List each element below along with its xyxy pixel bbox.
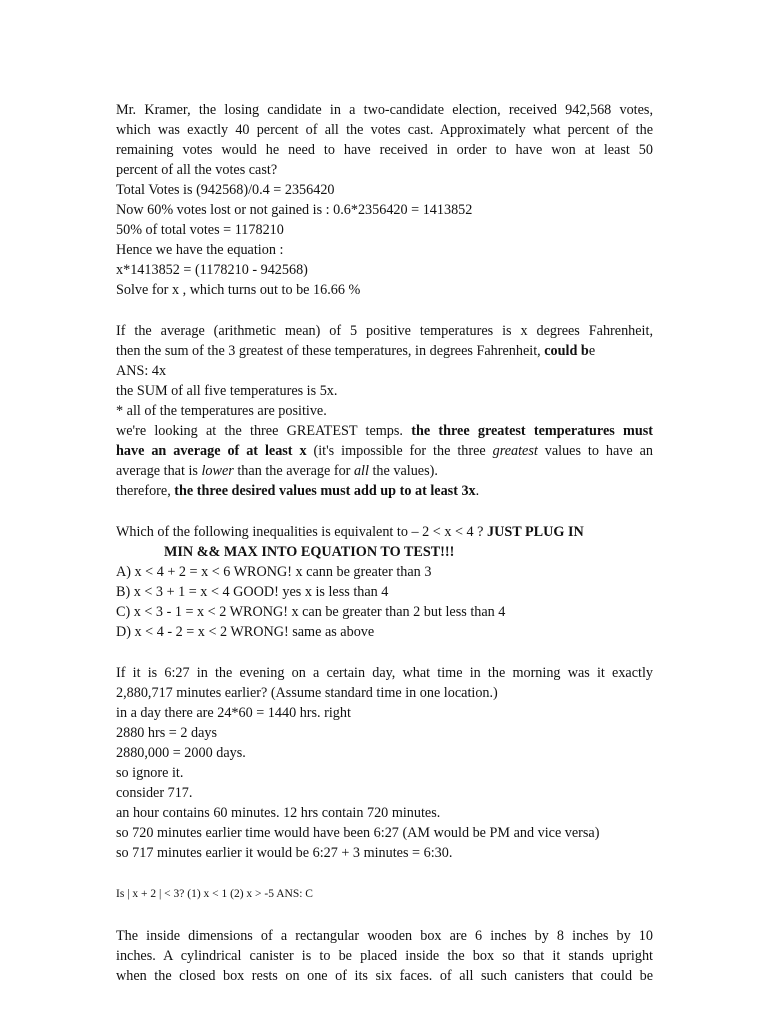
temps-note-italic: lower [201, 463, 234, 479]
kramer-solution-line-5: x*1413852 = (1178210 - 942568) [116, 262, 308, 278]
ineq-option-c: C) x < 3 - 1 = x < 2 WRONG! x can be greater than 2 but less than 4 [116, 604, 506, 620]
ineq-option-d: D) x < 4 - 2 = x < 2 WRONG! same as above [116, 624, 375, 640]
kramer-solution-line-6: Solve for x , which turns out to be 16.66 % [116, 282, 361, 298]
time-note-line-1: in a day there are 24*60 = 1440 hrs. right [116, 705, 351, 721]
time-note-line-5: consider 717. [116, 785, 193, 801]
temps-note-text: (it's impossible for the three [306, 443, 493, 459]
kramer-question-line-1: Mr. Kramer, the losing candidate in a two-candidate election, received 942,568 votes, [116, 102, 653, 118]
temps-note-line-5 [116, 461, 438, 481]
temps-note-text: we're looking at the three GREATEST temps. [116, 423, 412, 439]
temps-question-line-2 [116, 341, 595, 361]
temps-note-line-6 [116, 481, 479, 501]
temps-note-text: values to have an [537, 443, 654, 459]
kramer-solution-line-1: Total Votes is (942568)/0.4 = 2356420 [116, 182, 335, 198]
ineq-option-b: B) x < 3 + 1 = x < 4 GOOD! yes x is less than 4 [116, 584, 389, 600]
time-question-line-2: 2,880,717 minutes earlier? (Assume standard time in one location.) [116, 685, 498, 701]
temps-note-bold: the three desired values must add up to at least 3x [174, 483, 476, 499]
time-note-line-7: so 720 minutes earlier time would have been 6:27 (AM would be PM and vice versa) [116, 825, 600, 841]
temps-note-line-4 [116, 441, 653, 461]
kramer-question-line-4: percent of all the votes cast? [116, 162, 278, 178]
temps-question-line-1: If the average (arithmetic mean) of 5 positive temperatures is x degrees Fahrenheit, [116, 323, 653, 339]
ineq-option-a: A) x < 4 + 2 = x < 6 WRONG! x cann be greater than 3 [116, 564, 432, 580]
time-note-line-4: so ignore it. [116, 765, 184, 781]
time-note-line-3: 2880,000 = 2000 days. [116, 745, 246, 761]
temps-note-line-2: * all of the temperatures are positive. [116, 403, 327, 419]
temps-note-italic: greatest [492, 443, 538, 459]
temps-question-bold: could b [544, 343, 589, 359]
kramer-solution-line-2: Now 60% votes lost or not gained is : 0.6*2356420 = 1413852 [116, 202, 473, 218]
box-question-line-2: inches. A cylindrical canister is to be placed inside the box so that it stands upright [116, 948, 653, 964]
ineq-question-text: Which of the following inequalities is equivalent to – 2 < x < 4 ? [116, 524, 488, 540]
temps-note-text: . [475, 483, 480, 499]
temps-question-text: then the sum of the 3 greatest of these temperatures, in degrees Fahrenheit, [116, 343, 545, 359]
temps-answer: ANS: 4x [116, 363, 167, 379]
time-note-line-2: 2880 hrs = 2 days [116, 725, 218, 741]
ineq-question-line-1 [116, 522, 584, 542]
temps-note-text: therefore, [116, 483, 175, 499]
box-question-line-3: when the closed box rests on one of its six faces. of all such canisters that could be [116, 968, 653, 984]
temps-note-italic: all [353, 463, 369, 479]
temps-note-text: average that is [116, 463, 202, 479]
time-note-line-6: an hour contains 60 minutes. 12 hrs contain 720 minutes. [116, 805, 441, 821]
temps-note-bold: have an average of at least x [116, 443, 307, 459]
kramer-solution-line-4: Hence we have the equation : [116, 242, 284, 258]
temps-note-line-3 [116, 421, 653, 441]
temps-note-bold: the three greatest temperatures must [411, 423, 653, 439]
temps-question-tail: e [588, 343, 596, 359]
time-question-line-1: If it is 6:27 in the evening on a certain day, what time in the morning was it exactly [116, 665, 653, 681]
time-note-line-8: so 717 minutes earlier it would be 6:27 + 3 minutes = 6:30. [116, 845, 453, 861]
ineq-question-bold: MIN && MAX INTO EQUATION TO TEST!!! [164, 544, 455, 560]
temps-note-text: than the average for [233, 463, 354, 479]
kramer-question-line-3: remaining votes would he need to have received in order to have won at least 50 [116, 142, 653, 158]
abs-question-line: Is | x + 2 | < 3? (1) x < 1 (2) x > -5 ANS: C [116, 888, 313, 900]
temps-note-text: the values). [368, 463, 438, 479]
box-question-line-1: The inside dimensions of a rectangular wooden box are 6 inches by 8 inches by 10 [116, 928, 653, 944]
kramer-question-line-2: which was exactly 40 percent of all the votes cast. Approximately what percent of the [116, 122, 653, 138]
ineq-question-bold: JUST PLUG IN [487, 524, 584, 540]
kramer-solution-line-3: 50% of total votes = 1178210 [116, 222, 284, 238]
temps-note-line-1: the SUM of all five temperatures is 5x. [116, 383, 338, 399]
ineq-question-line-2 [164, 542, 454, 562]
